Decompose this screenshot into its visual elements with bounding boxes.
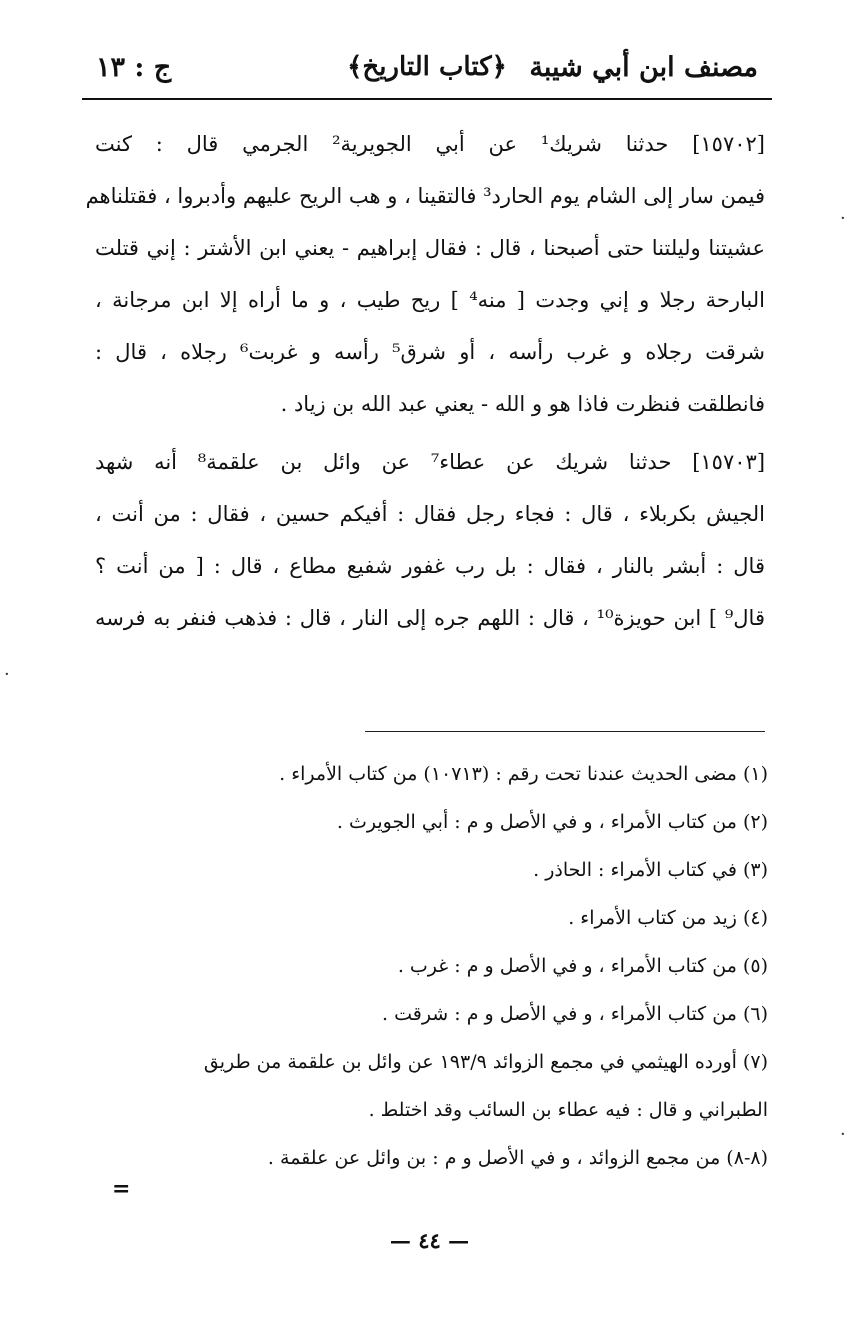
hadith-15702 [85, 118, 766, 430]
footnote-8: (٨-٨) من مجمع الزوائد ، و في الأصل و م : بن وائل عن علقمة . [267, 1147, 768, 1169]
footnote-1: (١) مضى الحديث عندنا تحت رقم : (١٠٧١٣) من كتاب الأمراء . [279, 763, 768, 785]
footnote-6: (٦) من كتاب الأمراء ، و في الأصل و م : شرقت . [382, 1003, 768, 1025]
page-number: — ٤٤ — [389, 1228, 470, 1253]
hadith-15703 [95, 436, 765, 644]
footnote-4: (٤) زيد من كتاب الأمراء . [568, 907, 768, 929]
text-line: قال⁹ ] ابن حويزة¹⁰ ، قال : اللهم جره إلى النار ، قال : فذهب فنفر به فرسه [95, 606, 765, 630]
footnote-5: (٥) من كتاب الأمراء ، و في الأصل و م : غرب . [397, 955, 768, 977]
footnote-7: (٧) أورده الهيثمي في مجمع الزوائد ١٩٣/٩ عن وائل بن علقمة من طريق [203, 1051, 768, 1073]
volume-number: ج : ١٣ [96, 52, 172, 83]
main-text [85, 118, 766, 650]
continuation-mark: = [112, 1176, 131, 1202]
text-line: فانطلقت فنظرت فاذا هو و الله - يعني عبد الله بن زياد . [280, 392, 765, 416]
text-line: [١٥٧٠٣] حدثنا شريك عن عطاء⁷ عن وائل بن علقمة⁸ أنه شهد [95, 450, 766, 474]
footnotes [100, 750, 768, 1182]
text-line: عشيتنا وليلتنا حتى أصبحنا ، قال : فقال إبراهيم - يعني ابن الأشتر : إني قتلت [95, 236, 765, 260]
footnote-2: (٢) من كتاب الأمراء ، و في الأصل و م : أبي الجويرث . [336, 811, 768, 833]
text-line: شرقت رجلاه و غرب رأسه ، أو شرق⁵ رأسه و غربت⁶ رجلاه ، قال : [95, 340, 766, 364]
text-line: قال : أبشر بالنار ، فقال : بل رب غفور شفيع مطاع ، قال : [ من أنت ؟ [95, 554, 765, 578]
text-line: فيمن سار إلى الشام يوم الحارد³ فالتقينا ، و هب الريح عليهم وأدبروا ، فقتلناهم [85, 184, 765, 208]
margin-mark: · [840, 208, 846, 229]
text-line: البارحة رجلا و إني وجدت [ منه⁴ ] ريح طيب ، و ما أراه إلا ابن مرجانة ، [95, 288, 765, 312]
running-header [82, 44, 772, 100]
footnote-3: (٣) في كتاب الأمراء : الحاذر . [533, 859, 768, 881]
text-line: [١٥٧٠٢] حدثنا شريك¹ عن أبي الجويرية² الجرمي قال : كنت [95, 132, 765, 156]
margin-mark: · [840, 1124, 846, 1145]
book-title: مصنف ابن أبي شيبة [529, 52, 758, 83]
text-line: الجيش بكربلاء ، قال : فجاء رجل فقال : أفيكم حسين ، فقال : من أنت ، [95, 502, 765, 526]
section-title: ﴿كتاب التاريخ﴾ [347, 52, 507, 82]
footnote-rule [365, 731, 765, 732]
header-rule [82, 98, 772, 100]
margin-mark: · [4, 664, 10, 685]
footnote-7-continued: الطبراني و قال : فيه عطاء بن السائب وقد اختلط . [368, 1099, 768, 1121]
